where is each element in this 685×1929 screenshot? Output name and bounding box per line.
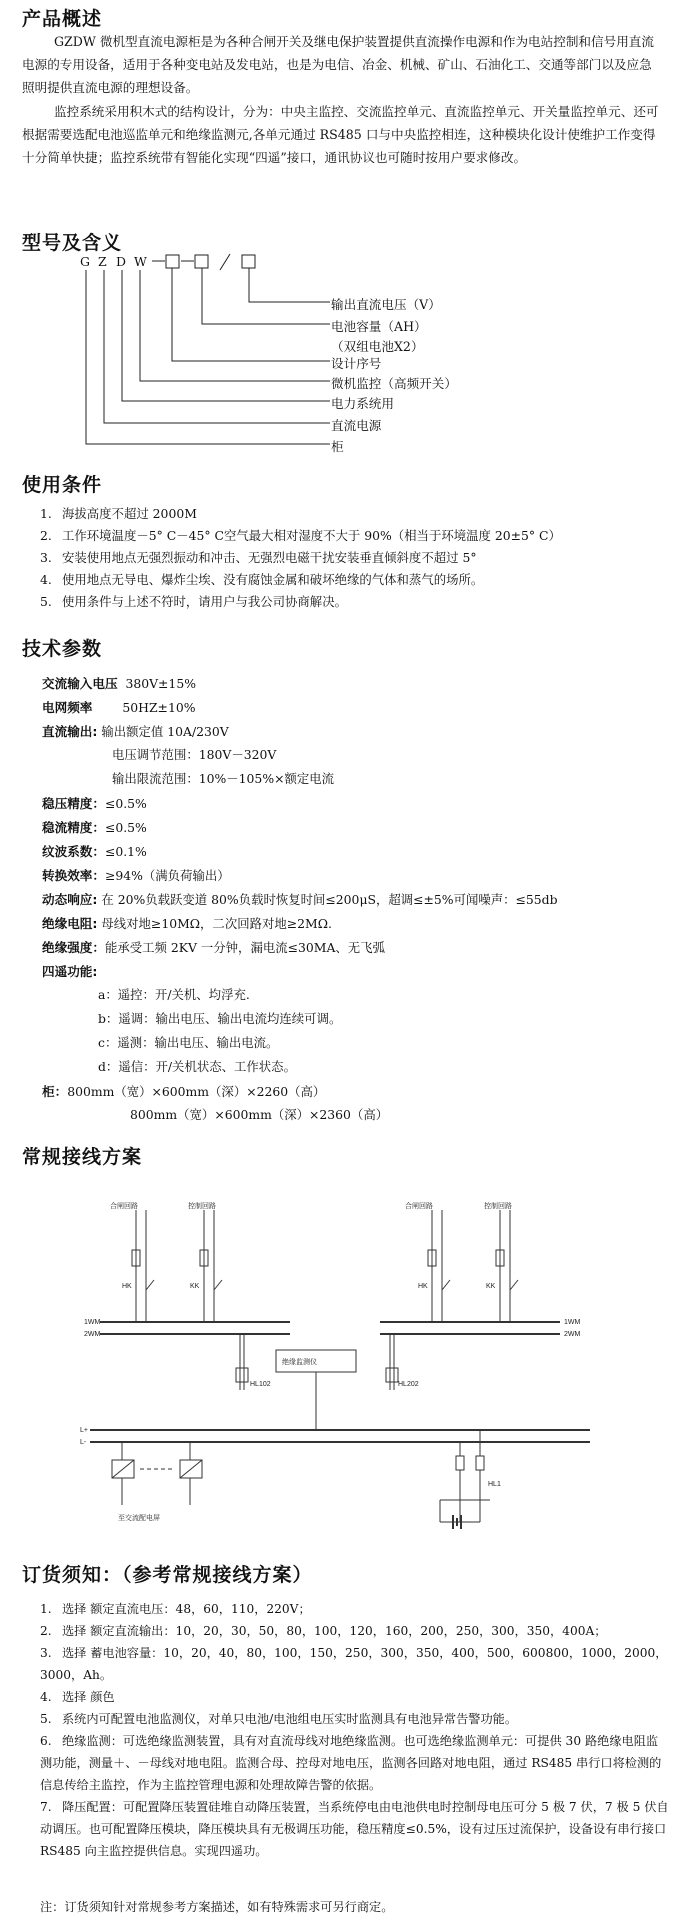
list-item — [40, 547, 670, 569]
tech-row — [98, 1033, 278, 1051]
tech-value: 800mm（宽）×600mm（深）×2260（高） — [67, 1084, 326, 1099]
tech-row — [42, 889, 558, 908]
label-bus-2wm: 2WM — [84, 1331, 101, 1338]
tech-row — [98, 1057, 296, 1075]
label-hl202: HL202 — [398, 1381, 419, 1388]
label-insulation-monitor: 绝缘监测仪 — [282, 1359, 317, 1366]
tech-key: 纹波系数： — [42, 844, 105, 859]
tech-heading: 技术参数 — [22, 638, 103, 660]
item-number: 3. — [40, 1646, 52, 1660]
wiring-heading: 常规接线方案 — [22, 1146, 143, 1168]
item-text: 安装使用地点无强烈振动和冲击、无强烈电磁干扰安装垂直倾斜度不超过 5° — [62, 550, 477, 565]
item-text: 选择 颜色 — [62, 1690, 115, 1704]
tech-row — [42, 721, 229, 740]
overview-heading: 产品概述 — [22, 8, 103, 30]
item-number: 5. — [40, 1712, 52, 1726]
item-number: 2. — [40, 1624, 52, 1638]
item-number: 4. — [40, 1690, 52, 1704]
model-label-voltage: 输出直流电压（V） — [331, 297, 441, 312]
item-text: 使用条件与上述不符时，请用户与我公司协商解决。 — [62, 594, 347, 609]
tech-value: 输出额定值 10A/230V — [101, 724, 229, 739]
list-item — [40, 1796, 670, 1862]
tech-key: 动态响应: — [42, 892, 98, 907]
tech-key: 绝缘强度： — [42, 940, 105, 955]
tech-row — [112, 745, 276, 763]
tech-row — [98, 1009, 341, 1027]
code-letter-g: G — [80, 254, 90, 269]
overview-para-1-text: GZDW 微机型直流电源柜是为各种合闸开关及继电保护装置提供直流操作电源和作为电站控制和信号用直流电源的专用设备，适用于各种变电站及发电站，也是为电信、冶金、机械、矿山、石油化工、交通等部门以及应急照明提供直流电源的理想设备。 — [22, 34, 654, 95]
model-label-microcomputer: 微机监控（高频开关） — [331, 376, 457, 391]
tech-value: b：遥调：输出电压、输出电流均连续可调。 — [98, 1011, 342, 1026]
tech-key: 交流输入电压 — [42, 676, 118, 691]
label-bus-2wm-r: 2WM — [564, 1331, 581, 1338]
tech-key: 直流输出: — [42, 724, 98, 739]
item-number: 1. — [40, 506, 52, 521]
tech-value: 50HZ±10% — [122, 700, 196, 715]
tech-key: 转换效率： — [42, 868, 105, 883]
tech-value: 能承受工频 2KV 一分钟，漏电流≤30MA、无飞弧 — [104, 940, 385, 955]
item-text: 降压配置：可配置降压装置硅堆自动降压装置，当系统停电由电池供电时控制母电压可分 5 极 7 伏，7 极 5 伏自动调压。也可配置降压模块，降压模块具有无极调压功能，稳压精度≤0.5%，设有过压过流保护，设备设有串行接口 RS485 向主监控提供信息。实现四遥功。 — [40, 1800, 669, 1858]
label-l-plus: L+ — [80, 1427, 88, 1434]
label-hk-2: HK — [418, 1283, 428, 1290]
model-label-design-no: 设计序号 — [331, 356, 382, 371]
tech-row — [42, 1081, 325, 1100]
label-hl1: HL1 — [488, 1481, 501, 1488]
tech-key: 电网频率 — [42, 700, 93, 715]
list-item — [40, 525, 670, 547]
tech-row — [42, 961, 97, 980]
label-l-minus: L- — [80, 1439, 87, 1446]
tech-value: a：遥控：开/关机、均浮充. — [98, 987, 250, 1002]
model-label-cabinet: 柜 — [331, 439, 344, 454]
list-item — [40, 503, 670, 525]
tech-row — [112, 769, 334, 787]
tech-key: 稳流精度： — [42, 820, 105, 835]
label-ac-panel: 至交流配电屏 — [118, 1515, 160, 1522]
model-label-capacity: 电池容量（AH） — [331, 319, 427, 334]
model-heading: 型号及含义 — [22, 232, 123, 254]
tech-value: 800mm（宽）×600mm（深）×2360（高） — [130, 1107, 389, 1122]
code-letter-w: W — [134, 254, 147, 269]
tech-value: ≤0.1% — [104, 844, 147, 859]
item-text: 海拔高度不超过 2000M — [62, 506, 197, 521]
tech-row — [42, 913, 332, 932]
code-letter-d: D — [116, 254, 127, 269]
tech-row — [98, 985, 250, 1003]
conditions-heading: 使用条件 — [22, 474, 103, 496]
tech-row — [42, 673, 196, 692]
item-number: 5. — [40, 594, 52, 609]
tech-value: ≥94%（满负荷输出） — [104, 868, 230, 883]
item-text: 选择 蓄电池容量：10，20，40，80，100，150，250，300，350，400，500，600800，1000，2000，3000，Ah。 — [40, 1646, 668, 1682]
model-label-dc-power: 直流电源 — [331, 418, 382, 433]
tech-row — [42, 697, 195, 716]
tech-value: c：遥测：输出电压、输出电流。 — [98, 1035, 279, 1050]
overview-para-2-text: 监控系统采用积木式的结构设计，分为：中央主监控、交流监控单元、直流监控单元、开关量监控单元、还可根据需要选配电池巡监单元和绝缘监测元,各单元通过 RS485 口与中央监控相连，这种模块化设计使维护工作变得十分简单快捷；监控系统带有智能化实现“四遥”接口，通讯协议也可随时按用户要求修改。 — [22, 104, 659, 165]
tech-row — [130, 1105, 388, 1123]
item-number: 1. — [40, 1602, 52, 1616]
tech-key: 柜： — [42, 1084, 68, 1099]
label-close-circuit-2: 合闸回路 — [405, 1203, 433, 1210]
item-text: 选择 额定直流电压：48，60，110，220V； — [62, 1602, 311, 1616]
conditions-list — [40, 503, 670, 613]
list-item — [40, 569, 670, 591]
model-label-power-system: 电力系统用 — [331, 396, 394, 411]
order-note: 注：订货须知针对常规参考方案描述，如有特殊需求可另行商定。 — [40, 1900, 394, 1914]
item-text: 工作环境温度－5° C－45° C空气最大相对湿度不大于 90%（相当于环境温度 20±5° C） — [62, 528, 561, 543]
tech-value: 380V±15% — [125, 676, 196, 691]
label-control-circuit-1: 控制回路 — [188, 1203, 216, 1210]
order-heading: 订货须知：（参考常规接线方案） — [22, 1564, 313, 1586]
tech-value: 电压调节范围：180V－320V — [112, 747, 277, 762]
list-item — [40, 1730, 670, 1796]
tech-key: 稳压精度： — [42, 796, 105, 811]
label-bus-1wm-r: 1WM — [564, 1319, 581, 1326]
list-item — [40, 1708, 670, 1730]
tech-key: 四遥功能: — [42, 964, 98, 979]
wiring-diagram — [80, 1200, 600, 1530]
tech-row — [42, 937, 385, 956]
list-item — [40, 1620, 670, 1642]
label-control-circuit-2: 控制回路 — [484, 1203, 512, 1210]
tech-key: 绝缘电阻: — [42, 916, 98, 931]
label-kk-1: KK — [190, 1283, 200, 1290]
tech-value: 在 20%负载跃变道 80%负载时恢复时间≤200μS，超调≤±5%可闻噪声：≤55db — [101, 892, 558, 907]
tech-value: 输出限流范围：10%－105%×额定电流 — [112, 771, 335, 786]
tech-value: ≤0.5% — [104, 820, 147, 835]
order-list — [40, 1598, 670, 1862]
tech-row — [42, 817, 147, 836]
label-hk-1: HK — [122, 1283, 132, 1290]
item-number: 3. — [40, 550, 52, 565]
label-bus-1wm: 1WM — [84, 1319, 101, 1326]
list-item — [40, 1686, 670, 1708]
item-number: 2. — [40, 528, 52, 543]
item-number: 6. — [40, 1734, 52, 1748]
item-number: 7. — [40, 1800, 52, 1814]
tech-value: 母线对地≥10MΩ，二次回路对地≥2MΩ. — [101, 916, 332, 931]
label-kk-2: KK — [486, 1283, 496, 1290]
list-item — [40, 1642, 670, 1686]
label-close-circuit-1: 合闸回路 — [110, 1203, 138, 1210]
item-number: 4. — [40, 572, 52, 587]
model-label-dual-battery: （双组电池X2） — [331, 339, 424, 354]
tech-row — [42, 865, 230, 884]
tech-value: d：遥信：开/关机状态、工作状态。 — [98, 1059, 296, 1074]
list-item — [40, 591, 670, 613]
list-item — [40, 1598, 670, 1620]
item-text: 使用地点无导电、爆炸尘埃、没有腐蚀金属和破坏绝缘的气体和蒸气的场所。 — [62, 572, 484, 587]
tech-row — [42, 793, 147, 812]
item-text: 绝缘监测：可选绝缘监测装置，具有对直流母线对地绝缘监测。也可选绝缘监测单元：可提供 30 路绝缘电阻监测功能，测量＋、－母线对地电阻。监测合母、控母对地电压，监测各回路对地电阻，通过 RS485 串行口将检测的信息传给主监控，作为主监控管理电源和处理故障告警的依据。 — [40, 1734, 662, 1792]
tech-row — [42, 841, 147, 860]
item-text: 系统内可配置电池监测仪，对单只电池/电池组电压实时监测具有电池异常告警功能。 — [62, 1712, 518, 1726]
code-letter-z: Z — [98, 254, 107, 269]
item-text: 选择 额定直流输出：10，20，30，50，80，100，120，160，200，250，300，350，400A； — [62, 1624, 607, 1638]
label-hl102: HL102 — [250, 1381, 271, 1388]
tech-value: ≤0.5% — [104, 796, 147, 811]
